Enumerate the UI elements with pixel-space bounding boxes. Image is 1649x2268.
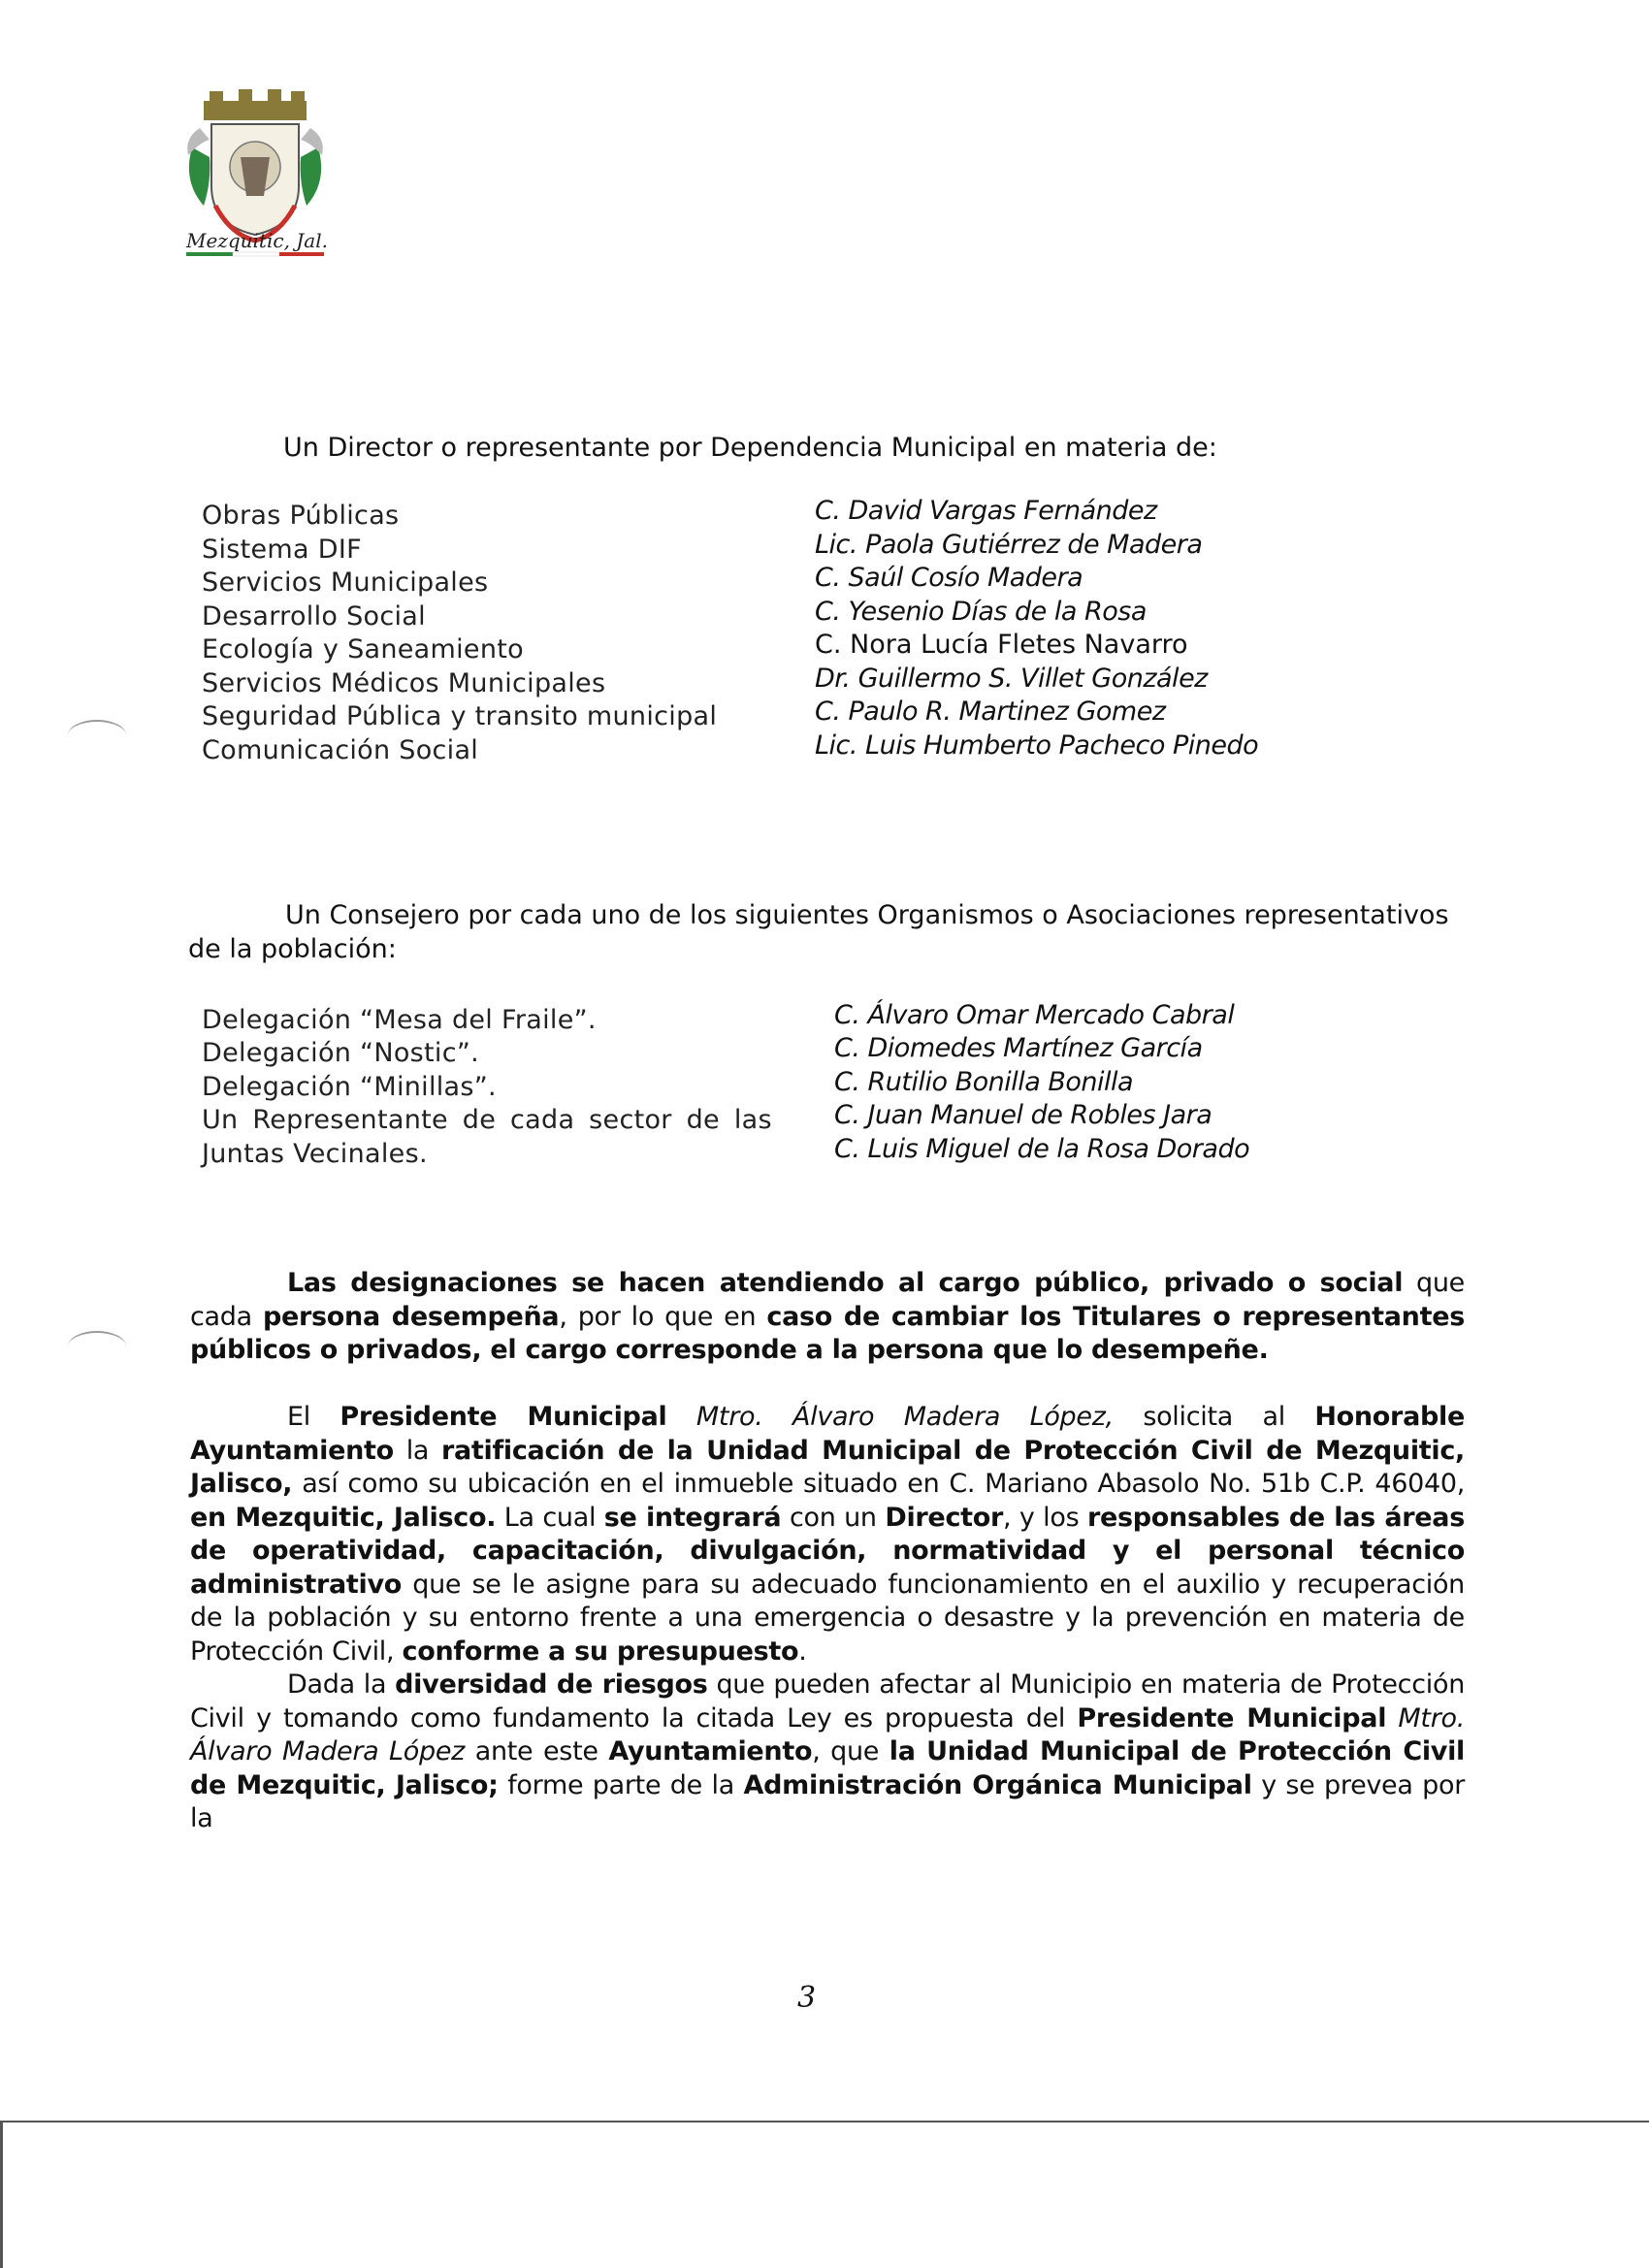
paragraph-ratification	[190, 1401, 1465, 1669]
area-label: Seguridad Pública y transito municipal	[202, 701, 718, 731]
person-name: C. Saúl Cosío Madera	[815, 563, 1083, 593]
text: que cada	[190, 1268, 1465, 1332]
area-label: Servicios Médicos Municipales	[202, 668, 606, 698]
bold-text: Ayuntamiento	[608, 1736, 813, 1766]
person-name: C. Luis Miguel de la Rosa Dorado	[834, 1134, 1250, 1164]
organization-label: Delegación “Nostic”.	[202, 1038, 480, 1068]
bold-text: conforme a su presupuesto	[402, 1636, 799, 1667]
person-name: Lic. Paola Gutiérrez de Madera	[815, 530, 1203, 560]
area-label: Ecología y Saneamiento	[202, 634, 524, 664]
bold-text: persona desempeña	[262, 1301, 560, 1332]
bold-text: Honorable Ayuntamiento	[190, 1402, 1465, 1466]
text	[1386, 1703, 1398, 1733]
person-name: C. David Vargas Fernández	[815, 496, 1157, 526]
area-label: Comunicación Social	[202, 735, 479, 765]
scan-edge-line	[0, 2121, 1649, 2122]
text: forme parte de la	[498, 1769, 744, 1800]
paragraph-designations	[190, 1267, 1465, 1368]
text: con un	[781, 1502, 886, 1533]
person-name: C. Nora Lucía Fletes Navarro	[815, 630, 1188, 660]
bold-text: Presidente Municipal	[340, 1402, 667, 1432]
italic-text: Mtro. Álvaro Madera López	[190, 1702, 1465, 1766]
bold-text: Presidente Municipal	[1077, 1702, 1387, 1733]
punch-hole-mark	[68, 1331, 126, 1362]
section2-intro-cont: de la población:	[188, 934, 397, 964]
person-name: C. Álvaro Omar Mercado Cabral	[834, 1000, 1235, 1030]
text: , por lo que en	[559, 1301, 767, 1332]
area-label: Servicios Municipales	[202, 567, 489, 598]
bold-text: Las designaciones se hacen atendiendo al cargo público, privado o social	[287, 1268, 1404, 1298]
person-name: C. Diomedes Martínez García	[834, 1033, 1203, 1063]
bold-text: responsables de las áreas de operatividad, capacitación, divulgación, normatividad y el personal técnico administrativo	[190, 1502, 1465, 1600]
punch-hole-mark	[68, 720, 126, 751]
bold-text: se integrará	[603, 1502, 782, 1533]
text: , que	[812, 1736, 889, 1766]
text: El	[287, 1402, 340, 1432]
bold-text: diversidad de riesgos	[395, 1669, 708, 1700]
person-name: Lic. Luis Humberto Pacheco Pinedo	[815, 730, 1259, 761]
bold-text: en Mezquitic, Jalisco.	[190, 1502, 497, 1533]
text: así como su ubicación en el inmueble situado en C. Mariano Abasolo No. 51b C.P. 46040,	[292, 1469, 1465, 1499]
area-label: Sistema DIF	[202, 535, 362, 565]
area-label: Desarrollo Social	[202, 601, 426, 632]
person-name: Dr. Guillermo S. Villet González	[815, 664, 1208, 694]
bold-text: ratificación de la Unidad Municipal de Protección Civil de Mezquitic, Jalisco,	[190, 1435, 1466, 1499]
area-label: Obras Públicas	[202, 501, 400, 531]
person-name: C. Yesenio Días de la Rosa	[815, 597, 1147, 627]
organization-label: Un Representante de cada sector de las	[202, 1105, 772, 1135]
italic-text: Mtro. Álvaro Madera López,	[695, 1402, 1114, 1432]
bold-text: Administración Orgánica Municipal	[743, 1769, 1252, 1800]
section2-intro: Un Consejero por cada uno de los siguientes Organismos o Asociaciones representativos	[285, 900, 1449, 930]
paragraph-risks	[190, 1669, 1465, 1836]
text: .	[798, 1636, 807, 1667]
organization-label: Delegación “Mesa del Fraile”.	[202, 1005, 597, 1035]
text: Dada la	[287, 1669, 396, 1700]
bold-text: la Unidad Municipal de Protección Civil de Mezquitic, Jalisco;	[190, 1736, 1465, 1800]
text: ante este	[465, 1736, 609, 1766]
person-name: C. Juan Manuel de Robles Jara	[834, 1100, 1212, 1130]
logo-caption: Mezquitic, Jal.	[186, 229, 328, 252]
bold-text: caso de cambiar los Titulares o representantes públicos o privados, el cargo corresponde a la persona que lo desempeñe.	[190, 1301, 1465, 1365]
text: La cual	[496, 1502, 604, 1533]
person-name: C. Paulo R. Martinez Gomez	[815, 697, 1166, 727]
text: la	[393, 1435, 441, 1466]
section1-intro: Un Director o representante por Dependencia Municipal en materia de:	[283, 433, 1217, 463]
person-name: C. Rutilio Bonilla Bonilla	[834, 1067, 1134, 1097]
text: solicita al	[1113, 1402, 1315, 1432]
page-number: 3	[797, 1981, 817, 2015]
organization-label: Juntas Vecinales.	[202, 1139, 428, 1169]
scan-edge-line	[0, 2121, 3, 2268]
bold-text: Director	[885, 1502, 1004, 1533]
text: que pueden afectar al Municipio en materia de Protección Civil y tomando como fundamento la citada Ley es propuesta del	[190, 1669, 1465, 1733]
text: que se le asigne para su adecuado funcionamiento en el auxilio y recuperación de la población y su entorno frente a una emergencia o desastre y la prevención en materia de Protección Civil,	[190, 1569, 1465, 1667]
text: , y los	[1003, 1502, 1087, 1533]
text	[666, 1402, 695, 1432]
organization-label: Delegación “Minillas”.	[202, 1072, 497, 1102]
text: y se prevea por la	[190, 1769, 1466, 1833]
